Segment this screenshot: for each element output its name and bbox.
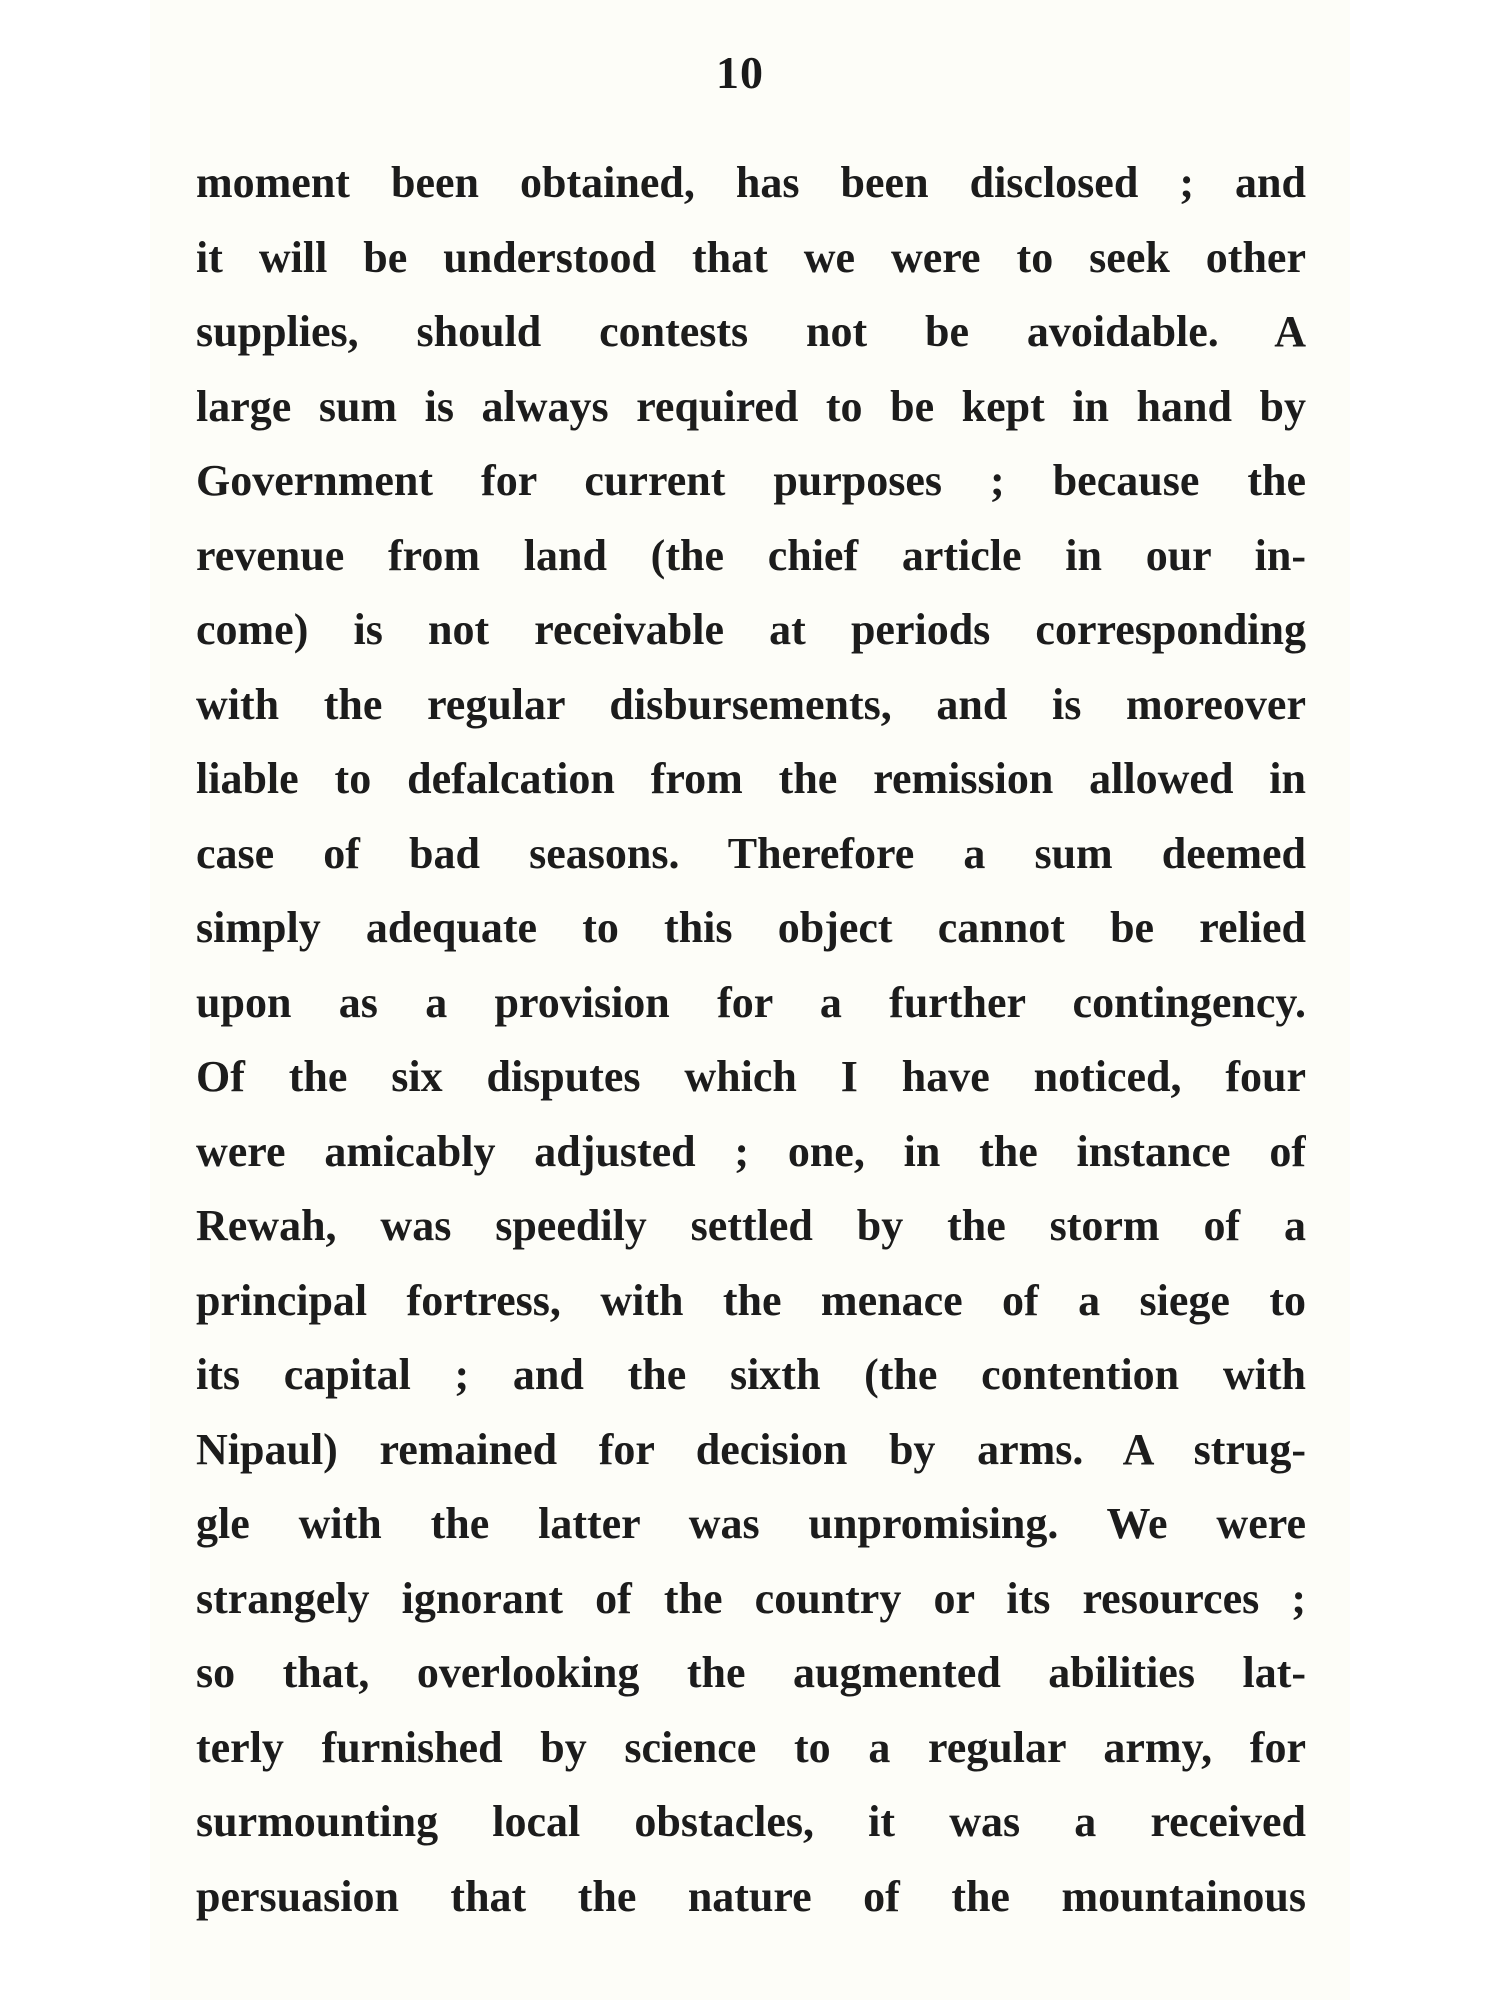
text-line: large sum is always required to be kept in hand by (196, 381, 1306, 431)
text-line: come) is not receivable at periods corresponding (196, 605, 1306, 654)
text-line: principal fortress, with the menace of a siege to (196, 1275, 1306, 1325)
text-line: case of bad seasons. Therefore a sum deemed (196, 828, 1306, 878)
text-line: Government for current purposes ; because the (196, 456, 1306, 505)
text-line: Of the six disputes which I have noticed, four (196, 1052, 1306, 1101)
text-line: its capital ; and the sixth (the contention with (196, 1350, 1306, 1399)
body-text (196, 146, 1306, 1934)
text-line: persuasion that the nature of the mountainous (196, 1871, 1306, 1921)
book-page (150, 0, 1350, 2000)
text-line: surmounting local obstacles, it was a received (196, 1797, 1306, 1846)
text-line: revenue from land (the chief article in our in- (196, 530, 1306, 580)
text-line: liable to defalcation from the remission allowed in (196, 754, 1306, 803)
text-line: it will be understood that we were to seek other (196, 232, 1306, 282)
text-line: gle with the latter was unpromising. We were (196, 1499, 1306, 1548)
text-line: Nipaul) remained for decision by arms. A strug- (196, 1424, 1306, 1474)
text-line: moment been obtained, has been disclosed ; and (196, 158, 1306, 207)
text-line: terly furnished by science to a regular army, for (196, 1722, 1306, 1772)
text-line: were amicably adjusted ; one, in the instance of (196, 1126, 1306, 1176)
text-line: upon as a provision for a further contingency. (196, 977, 1306, 1027)
text-line: strangely ignorant of the country or its resources ; (196, 1573, 1306, 1623)
page-number: 10 (716, 47, 764, 98)
text-line: supplies, should contests not be avoidable. A (196, 307, 1306, 356)
text-line: with the regular disbursements, and is moreover (196, 679, 1306, 729)
text-line: Rewah, was speedily settled by the storm of a (196, 1201, 1306, 1250)
text-line: so that, overlooking the augmented abilities lat- (196, 1648, 1306, 1697)
text-line: simply adequate to this object cannot be relied (196, 903, 1306, 952)
